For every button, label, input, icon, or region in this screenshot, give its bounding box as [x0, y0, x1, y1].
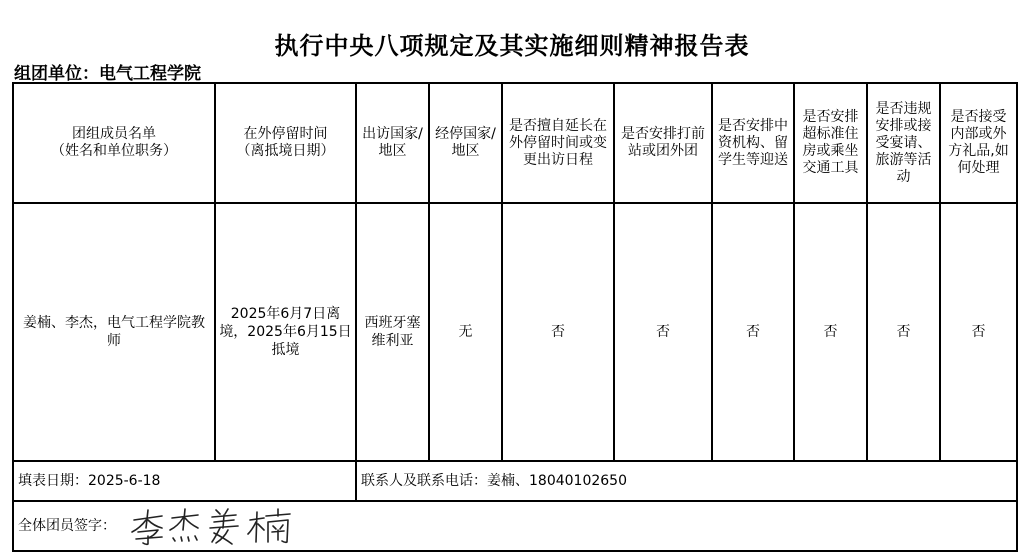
cell-gifts: 否 [940, 203, 1017, 461]
fill-date-value: 2025-6-18 [88, 473, 161, 489]
cell-visit-country: 西班牙塞维利亚 [356, 203, 429, 461]
signature-row [13, 501, 1017, 551]
handwritten-signature [128, 506, 298, 546]
contact-value: 姜楠、18040102650 [487, 473, 627, 489]
fill-date [13, 461, 356, 501]
cell-extend-stay: 否 [502, 203, 614, 461]
cell-stay-time: 2025年6月7日离境，2025年6月15日抵境 [215, 203, 356, 461]
report-title: 执行中央八项规定及其实施细则精神报告表 [274, 32, 750, 60]
cell-banquet: 否 [867, 203, 940, 461]
header-accommodation: 是否安排超标准住房或乘坐交通工具 [794, 83, 867, 203]
cell-transit-country: 无 [429, 203, 502, 461]
header-gifts: 是否接受内部或外方礼品,如何处理 [940, 83, 1017, 203]
contact-label: 联系人及联系电话： [361, 473, 487, 489]
header-stay-time: 在外停留时间 （离抵境日期） [215, 83, 356, 203]
cell-reception: 否 [712, 203, 794, 461]
date-contact-row [13, 461, 1017, 501]
header-reception: 是否安排中资机构、留学生等迎送 [712, 83, 794, 203]
contact-info [356, 461, 1017, 501]
signature-cell [13, 501, 1017, 551]
report-table [12, 82, 1018, 552]
fill-date-label: 填表日期： [18, 473, 88, 489]
header-banquet: 是否违规安排或接受宴请、旅游等活动 [867, 83, 940, 203]
cell-accommodation: 否 [794, 203, 867, 461]
header-advance-team: 是否安排打前站或团外团 [614, 83, 712, 203]
data-row [13, 203, 1017, 461]
unit-value: 电气工程学院 [99, 64, 201, 84]
header-members: 团组成员名单 （姓名和单位职务） [13, 83, 215, 203]
header-row [13, 83, 1017, 203]
unit-label: 组团单位： [14, 64, 99, 84]
header-transit-country: 经停国家/地区 [429, 83, 502, 203]
header-visit-country: 出访国家/地区 [356, 83, 429, 203]
cell-advance-team: 否 [614, 203, 712, 461]
signature-label: 全体团员签字： [18, 518, 116, 534]
cell-members: 姜楠、李杰，电气工程学院教师 [13, 203, 215, 461]
header-extend-stay: 是否擅自延长在外停留时间或变更出访日程 [502, 83, 614, 203]
